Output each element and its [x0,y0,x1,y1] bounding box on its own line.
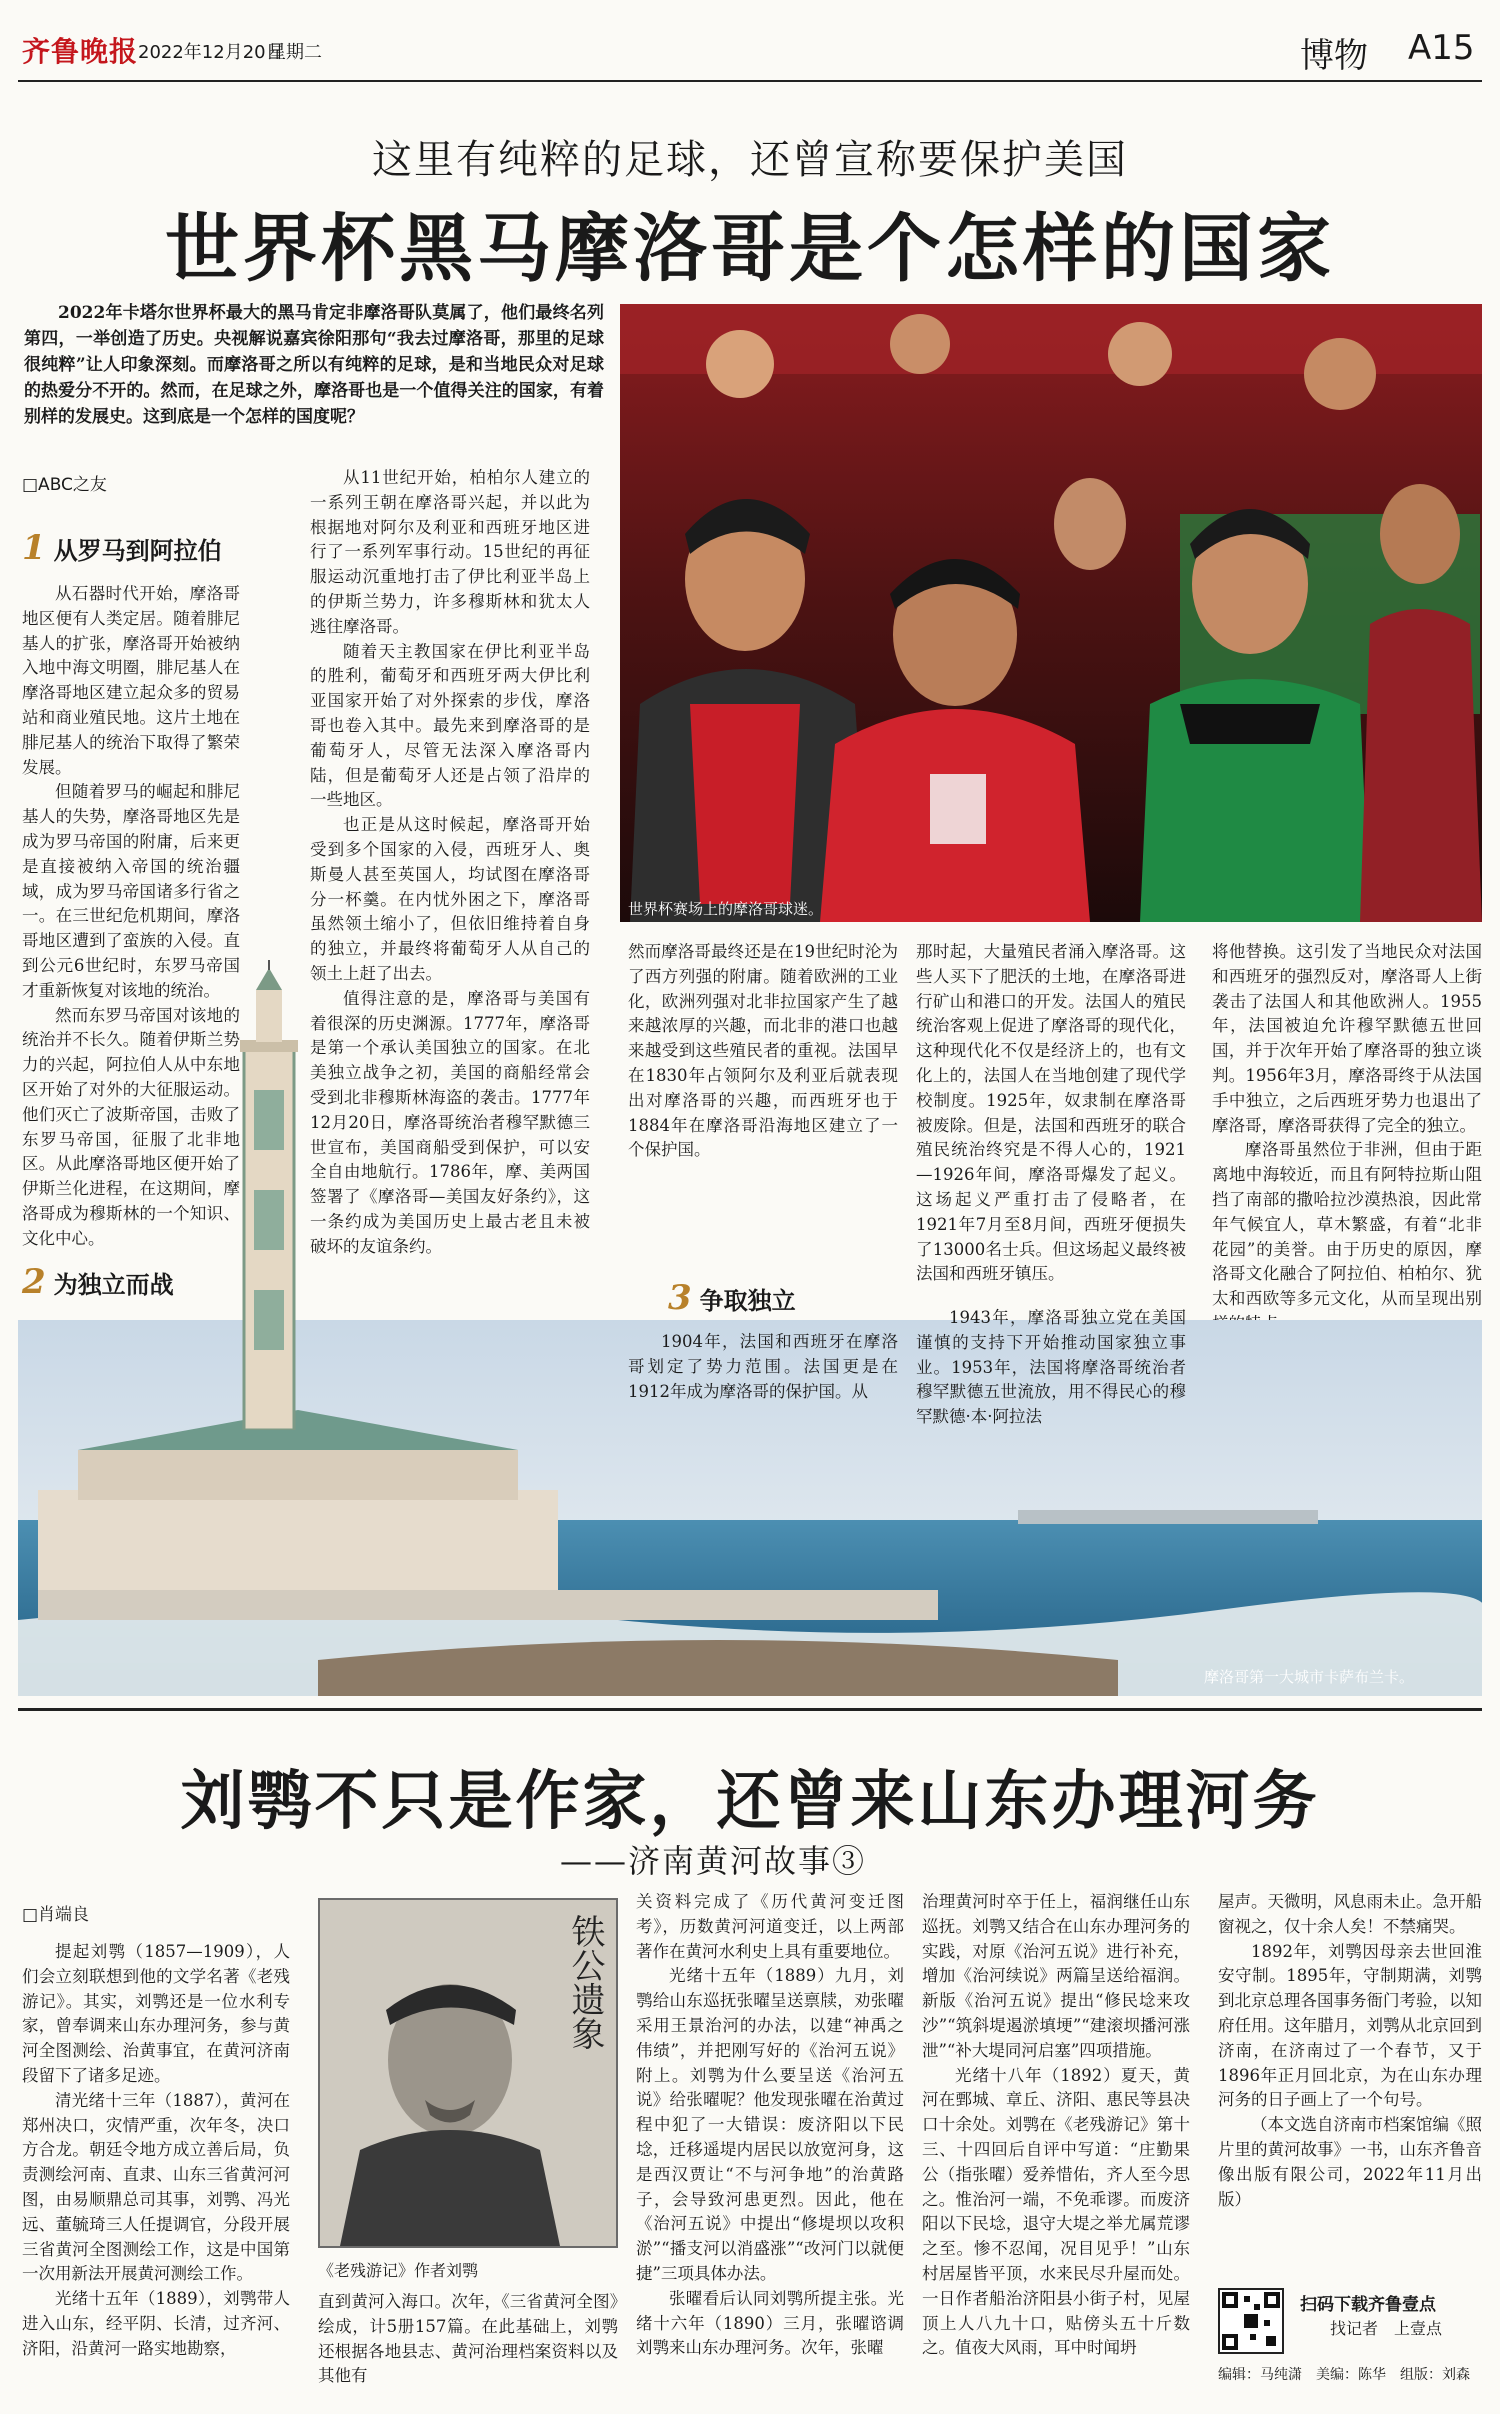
article1-col1 [22,582,240,1252]
article1-title: 世界杯黑马摩洛哥是个怎样的国家 [165,206,1335,292]
article2-title: 刘鹗不只是作家，还曾来山东办理河务 [180,1764,1320,1839]
section3-number: 3 [668,1278,692,1318]
section1-heading [22,528,222,568]
paragraph: 但随着罗马的崛起和腓尼基人的失势，摩洛哥地区先是成为罗马帝国的附庸，后来更是直接被纳入帝国的统治疆域，成为罗马帝国诸多行省之一。在三世纪危机期间，摩洛哥地区遭到了蛮族的入侵。直到公元6世纪时，东罗马帝国才重新恢复对该地的统治。 [22,782,240,1000]
article2-subtitle: ——济南黄河故事③ [560,1842,867,1880]
page-number: A15 [1408,28,1475,68]
article1-col3 [628,940,898,1163]
paragraph: 也正是从这时候起，摩洛哥开始受到多个国家的入侵，西班牙人、奥斯曼人甚至英国人，均试图在摩洛哥分一杯羹。在内忧外困之下，摩洛哥虽然领土缩小了，但依旧维持着自身的独立，并最终将葡萄牙人从自己的领土上赶了出去。 [310,815,590,983]
paragraph: 治理黄河时卒于任上，福润继任山东巡抚。刘鹗又结合在山东办理河务的实践，对原《治河五说》进行补充，增加《治河续说》两篇呈送给福润。新版《治河五说》提出“修民埝来攻沙”“筑斜堤遏淤填埂”“建滚坝播河涨泄”“补大堤同河启塞”四项措施。 [922,1892,1190,2060]
paragraph: 直到黄河入海口。次年，《三省黄河全图》绘成，计5册157篇。在此基础上，刘鹗还根据各地县志、黄河治理档案资料以及其他有 [318,2292,618,2386]
article2-col2 [318,2290,618,2389]
paragraph: 那时起，大量殖民者涌入摩洛哥。这些人买下了肥沃的土地，在摩洛哥进行矿山和港口的开发。法国人的殖民统治客观上促进了摩洛哥的现代化，这种现代化不仅是经济上的，也有文化上的，法国人在当地创建了现代学校制度。1925年，奴隶制在摩洛哥被废除。但是，法国和西班牙的联合殖民统治终究是不得人心的，1921—1926年间，摩洛哥爆发了起义。这场起义严重打击了侵略者，在1921年7月至8月间，西班牙便损失了13000名士兵。但这场起义最终被法国和西班牙镇压。 [916,942,1186,1284]
qr-title: 扫码下载齐鲁壹点 [1300,2295,1436,2315]
article1-byline: □ABC之友 [22,475,107,495]
newspaper-logo: 齐鲁晚报 [22,35,139,68]
article1-col5 [1212,940,1482,1368]
paragraph: 关资料完成了《历代黄河变迁图考》，历数黄河河道变迁，以上两部著作在黄河水利史上具有重要地位。 [636,1892,904,1961]
paragraph: 值得注意的是，摩洛哥与美国有着很深的历史渊源。1777年，摩洛哥是第一个承认美国独立的国家。在北美独立战争之初，美国的商船经常会受到北非穆斯林海盗的袭击。1777年12月20日，摩洛哥统治者穆罕默德三世宣布，美国商船受到保护，可以安全自由地航行。1786年，摩、美两国签署了《摩洛哥—美国友好条约》，这一条约成为美国历史上最古老且未被破坏的友谊条约。 [310,988,590,1256]
section2-heading [22,1262,174,1302]
paragraph: 从石器时代开始，摩洛哥地区便有人类定居。随着腓尼基人的扩张，摩洛哥开始被纳入地中海文明圈，腓尼基人在摩洛哥地区建立起众多的贸易站和商业殖民地。这片土地在腓尼基人的统治下取得了繁荣发展。 [22,584,240,777]
article1-col4-cont [916,1306,1186,1430]
morocco-fans-photo [620,304,1482,922]
paragraph: 光绪十五年（1889）九月，刘鹗给山东巡抚张曜呈送禀牍，劝张曜采用王景治河的办法，以建“神禹之伟绩”，并把刚写好的《治河五说》附上。刘鹗为什么要呈送《治河五说》给张曜呢？他发现张曜在治黄过程中犯了一大错误：废济阳以下民埝，迁移遥堤内居民以放宽河身，这是西汉贾让“不与河争地”的治黄路子，会导致河患更烈。因此，他在《治河五说》中提出“修堤坝以攻积淤”“播支河以消盛涨”“改河门以就便捷”三项具体办法。 [636,1966,904,2283]
section3-title: 争取独立 [699,1286,796,1315]
paragraph: 屋声。天微明，风息雨未止。急开船窗视之，仅十余人矣！不禁痛哭。 [1218,1892,1482,1936]
article2-col5 [1218,1890,1482,2212]
paragraph: 1892年，刘鹗因母亲去世回淮安守制。1895年，守制期满，刘鹗到北京总理各国事务衙门考验，以知府任用。这年腊月，刘鹗从北京回到济南，在济南过了一个春节，又于1896年正月回北京，为在山东办理河务的日子画上了一个句号。 [1218,1941,1482,2110]
section1-number: 1 [22,528,46,568]
article1-col2 [310,466,590,1260]
article1-lead: 2022年卡塔尔世界杯最大的黑马肯定非摩洛哥队莫属了，他们最终名列第四，一举创造了历史。央视解说嘉宾徐阳那句“我去过摩洛哥，那里的足球很纯粹”让人印象深刻。而摩洛哥之所以有纯粹的足球，是和当地民众对足球的热爱分不开的。然而，在足球之外，摩洛哥也是一个值得关注的国家，有着别样的发展史。这到底是一个怎样的国度呢？ [24,303,604,427]
photo2-caption: 摩洛哥第一大城市卡萨布兰卡。 [1204,1668,1415,1686]
paragraph: 光绪十八年（1892）夏天，黄河在鄄城、章丘、济阳、惠民等县决口十余处。刘鹗在《老残游记》第十三、十四回后自评中写道：“庄勤果公（指张曜）爱养惜佑，齐人至今思之。惟治河一端，不免乖谬。而废济阳以下民埝，退守大堤之举尤属荒谬之至。惨不忍闻，况目见乎！”山东村居屋皆平顶，水来民尽升屋而处。一日作者船治济阳县小街子村，见屋顶上人八九十口，贴傍头五十斤数之。值夜大风雨，耳中时闻坍 [922,2065,1190,2358]
paragraph: 光绪十五年（1889），刘鹗带人进入山东，经平阴、长清，过齐河、济阳，沿黄河一路实地勘察， [22,2289,290,2358]
article1-col4 [916,940,1186,1287]
article2-col3 [636,1890,904,2361]
paragraph: 清光绪十三年（1887），黄河在郑州决口，灾情严重，次年冬，决口方合龙。朝廷令地方成立善后局，负责测绘河南、直隶、山东三省黄河河图，由易顺鼎总司其事，刘鹗、冯光远、董毓琦三人任提调官，分段开展三省黄河全图测绘工作，这是中国第一次用新法开展黄河测绘工作。 [22,2090,290,2284]
article2-note: （本文选自济南市档案馆编《照片里的黄河故事》一书，山东齐鲁音像出版有限公司，2022年11月出版） [1218,2115,1482,2209]
paragraph: 然而东罗马帝国对该地的统治并不长久。随着伊斯兰势力的兴起，阿拉伯人从中东地区开始了对外的大征服运动。他们灭亡了波斯帝国，击败了东罗马帝国，征服了北非地区。从此摩洛哥地区便开始了伊斯兰化进程，在这期间，摩洛哥成为穆斯林的一个知识、文化中心。 [22,1005,240,1248]
article2-col4 [922,1890,1190,2361]
section3-heading [668,1278,796,1318]
section2-number: 2 [22,1262,46,1302]
article1-col3-cont [628,1330,898,1404]
section2-title: 为独立而战 [53,1270,174,1299]
article-separator [18,1708,1482,1711]
photo1-caption: 世界杯赛场上的摩洛哥球迷。 [628,900,824,918]
qr-subtitle: 找记者 上壹点 [1330,2319,1443,2338]
minaret-illustration [228,960,310,1430]
article1-subtitle: 这里有纯粹的足球，还曾宣称要保护美国 [372,137,1128,183]
paragraph: 随着天主教国家在伊比利亚半岛的胜利，葡萄牙和西班牙两大伊比利亚国家开始了对外探索的步伐，摩洛哥也卷入其中。最先来到摩洛哥的是葡萄牙人，尽管无法深入摩洛哥内陆，但是葡萄牙人还是占领了沿岸的一些地区。 [310,641,590,810]
paragraph: 提起刘鹗（1857—1909），人们会立刻联想到他的文学名著《老残游记》。其实，刘鹗还是一位水利专家，曾奉调来山东办理河务，参与黄河全图测绘、治黄事宜，在黄河济南段留下了诸多足迹。 [22,1942,290,2085]
section-name: 博物 [1300,36,1368,76]
article2-byline: □肖端良 [22,1905,90,1925]
paragraph: 1904年，法国和西班牙在摩洛哥划定了势力范围。法国更是在1912年成为摩洛哥的保护国。从 [628,1332,898,1401]
fans-photo-illustration [620,304,1482,922]
editor-credits: 编辑：马纯潇 美编：陈华 组版：刘森 [1218,2367,1470,2383]
paragraph: 1943年，摩洛哥独立党在美国谨慎的支持下开始推动国家独立事业。1953年，法国将摩洛哥统治者穆罕默德五世流放，用不得民心的穆罕默德·本·阿拉法 [916,1308,1186,1427]
paragraph: 将他替换。这引发了当地民众对法国和西班牙的强烈反对，摩洛哥人上街袭击了法国人和其他欧洲人。1955年，法国被迫允许穆罕默德五世回国，并于次年开始了摩洛哥的独立谈判。1956年3月，摩洛哥终于从法国手中独立，之后西班牙势力也退出了摩洛哥，摩洛哥获得了完全的独立。 [1212,942,1482,1135]
header-rule [18,80,1482,82]
paragraph: 张曜看后认同刘鹗所提主张。光绪十六年（1890）三月，张曜谘调刘鹗来山东办理河务。次年，张曜 [636,2288,904,2358]
liu-e-portrait [318,1898,618,2248]
article2-col1 [22,1940,290,2362]
portrait-caption: 《老残游记》作者刘鹗 [318,2261,479,2280]
issue-date: 2022年12月20日 [138,42,284,63]
paragraph: 摩洛哥虽然位于非洲，但由于距离地中海较近，而且有阿特拉斯山阻挡了南部的撒哈拉沙漠热浪，因此常年气候宜人，草木繁盛，有着“北非花园”的美誉。由于历史的原因，摩洛哥文化融合了阿拉伯、柏柏尔、犹太和西欧等多元文化，从而呈现出别 [1212,1140,1482,1309]
paragraph: 然而摩洛哥最终还是在19世纪时沦为了西方列强的附庸。随着欧洲的工业化，欧洲列强对北非拉国家产生了越来越浓厚的兴趣，而北非的港口也越来越受到这些殖民者的重视。法国早在1830年占领阿尔及利亚后就表现出对摩洛哥的兴趣，而西班牙也于1884年在摩洛哥沿海地区建立了一个保护国。 [628,942,898,1160]
qr-code-icon[interactable] [1218,2288,1284,2354]
issue-weekday: 星期二 [268,42,322,63]
portrait-inscription: 铁公遗象 [565,1914,605,2050]
section1-title: 从罗马到阿拉伯 [53,536,222,565]
paragraph: 从11世纪开始，柏柏尔人建立的一系列王朝在摩洛哥兴起，并以此为根据地对阿尔及利亚和西班牙地区进行了一系列军事行动。15世纪的再征服运动沉重地打击了伊比利亚半岛上的伊斯兰势力，许多穆斯林和犹太人逃往摩洛哥。 [310,468,590,636]
qr-pattern [1220,2290,1282,2352]
